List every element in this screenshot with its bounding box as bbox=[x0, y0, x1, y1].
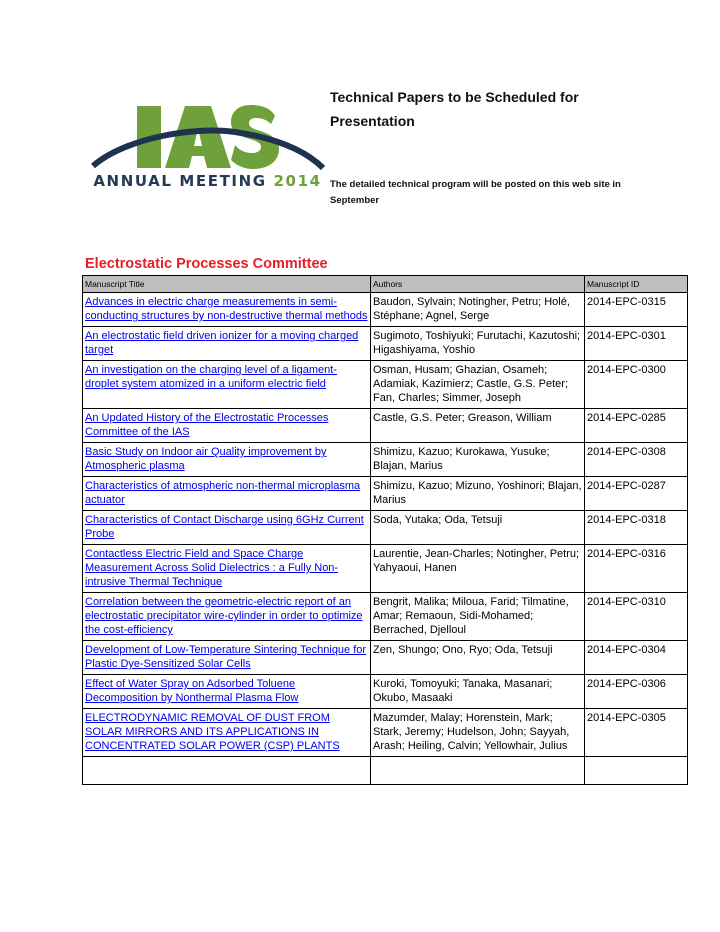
paper-title-link[interactable]: Contactless Electric Field and Space Charge Measurement Across Solid Dielectrics : a Fully Non-intrusive Thermal Technique bbox=[85, 548, 339, 588]
paper-title-link[interactable]: An electrostatic field driven ionizer for a moving charged target bbox=[85, 330, 359, 356]
paper-title-link[interactable]: Characteristics of Contact Discharge using 6GHz Current Probe bbox=[85, 514, 364, 540]
table-row bbox=[83, 709, 688, 757]
paper-title-cell bbox=[83, 443, 371, 477]
ias-logo bbox=[85, 88, 330, 198]
table-row bbox=[83, 511, 688, 545]
logo-wordmark bbox=[85, 172, 330, 190]
logo-annual-meeting: ANNUAL MEETING bbox=[93, 172, 267, 190]
paper-authors: Zen, Shungo; Ono, Ryo; Oda, Tetsuji bbox=[371, 641, 585, 675]
table-row bbox=[83, 293, 688, 327]
paper-title-cell bbox=[83, 709, 371, 757]
paper-title-link[interactable]: Basic Study on Indoor air Quality improvement by Atmospheric plasma bbox=[85, 446, 327, 472]
paper-id: 2014-EPC-0301 bbox=[585, 327, 688, 361]
paper-authors: Kuroki, Tomoyuki; Tanaka, Masanari; Okubo, Masaaki bbox=[371, 675, 585, 709]
table-row bbox=[83, 675, 688, 709]
paper-authors: Shimizu, Kazuo; Mizuno, Yoshinori; Blajan, Marius bbox=[371, 477, 585, 511]
table-row bbox=[83, 593, 688, 641]
paper-title-link[interactable]: An investigation on the charging level of a ligament-droplet system atomized in a uniform electric field bbox=[85, 364, 337, 390]
paper-id: 2014-EPC-0287 bbox=[585, 477, 688, 511]
paper-id: 2014-EPC-0315 bbox=[585, 293, 688, 327]
paper-id: 2014-EPC-0300 bbox=[585, 361, 688, 409]
column-header-authors: Authors bbox=[371, 276, 585, 293]
paper-authors: Shimizu, Kazuo; Kurokawa, Yusuke; Blajan, Marius bbox=[371, 443, 585, 477]
paper-authors: Sugimoto, Toshiyuki; Furutachi, Kazutoshi; Higashiyama, Yoshio bbox=[371, 327, 585, 361]
paper-title-link[interactable]: Advances in electric charge measurements in semi-conducting structures by non-destructive thermal methods bbox=[85, 296, 368, 322]
paper-title-cell bbox=[83, 409, 371, 443]
paper-title-cell bbox=[83, 675, 371, 709]
page-title: Technical Papers to be Scheduled for Presentation bbox=[330, 89, 579, 129]
empty-cell bbox=[585, 757, 688, 785]
program-note: The detailed technical program will be posted on this web site in September bbox=[330, 179, 621, 206]
papers-table bbox=[82, 275, 688, 785]
column-header-id: Manuscript ID bbox=[585, 276, 688, 293]
paper-title-cell bbox=[83, 361, 371, 409]
paper-title-cell bbox=[83, 477, 371, 511]
paper-title-link[interactable]: Characteristics of atmospheric non-thermal microplasma actuator bbox=[85, 480, 361, 506]
table-row bbox=[83, 443, 688, 477]
paper-id: 2014-EPC-0285 bbox=[585, 409, 688, 443]
empty-cell bbox=[371, 757, 585, 785]
paper-id: 2014-EPC-0316 bbox=[585, 545, 688, 593]
empty-cell bbox=[83, 757, 371, 785]
logo-year: 2014 bbox=[273, 172, 322, 190]
paper-title-cell bbox=[83, 545, 371, 593]
paper-authors: Bengrit, Malika; Miloua, Farid; Tilmatine, Amar; Remaoun, Sidi-Mohamed; Berrached, Djelloul bbox=[371, 593, 585, 641]
paper-id: 2014-EPC-0306 bbox=[585, 675, 688, 709]
paper-id: 2014-EPC-0318 bbox=[585, 511, 688, 545]
paper-id: 2014-EPC-0308 bbox=[585, 443, 688, 477]
table-row bbox=[83, 327, 688, 361]
paper-authors: Laurentie, Jean-Charles; Notingher, Petru; Yahyaoui, Hanen bbox=[371, 545, 585, 593]
paper-title-cell bbox=[83, 327, 371, 361]
paper-title-link[interactable]: Correlation between the geometric-electric report of an electrostatic precipitator wire-cylinder in order to optimize the cost-efficiency bbox=[85, 596, 363, 636]
paper-title-link[interactable]: An Updated History of the Electrostatic Processes Committee of the IAS bbox=[85, 412, 329, 438]
paper-title-link[interactable]: Effect of Water Spray on Adsorbed Toluene Decomposition by Nonthermal Plasma Flow bbox=[85, 678, 299, 704]
table-empty-row bbox=[83, 757, 688, 785]
paper-authors: Soda, Yutaka; Oda, Tetsuji bbox=[371, 511, 585, 545]
paper-title-cell bbox=[83, 641, 371, 675]
table-header-row bbox=[83, 276, 688, 293]
paper-title-cell bbox=[83, 293, 371, 327]
table-row bbox=[83, 409, 688, 443]
table-row bbox=[83, 361, 688, 409]
paper-title-link[interactable]: ELECTRODYNAMIC REMOVAL OF DUST FROM SOLAR MIRRORS AND ITS APPLICATIONS IN CONCENTRATED SOLAR POWER (CSP) PLANTS bbox=[85, 712, 340, 752]
column-header-title: Manuscript Title bbox=[83, 276, 371, 293]
committee-heading: Electrostatic Processes Committee bbox=[85, 256, 328, 272]
paper-authors: Osman, Husam; Ghazian, Osameh; Adamiak, Kazimierz; Castle, G.S. Peter; Fan, Charles; Simmer, Joseph bbox=[371, 361, 585, 409]
ias-logo-graphic bbox=[85, 88, 330, 170]
paper-title-cell bbox=[83, 511, 371, 545]
paper-id: 2014-EPC-0304 bbox=[585, 641, 688, 675]
paper-id: 2014-EPC-0305 bbox=[585, 709, 688, 757]
table-row bbox=[83, 641, 688, 675]
paper-title-link[interactable]: Development of Low-Temperature Sintering Technique for Plastic Dye-Sensitized Solar Cells bbox=[85, 644, 367, 670]
paper-id: 2014-EPC-0310 bbox=[585, 593, 688, 641]
paper-title-cell bbox=[83, 593, 371, 641]
paper-authors: Castle, G.S. Peter; Greason, William bbox=[371, 409, 585, 443]
paper-authors: Mazumder, Malay; Horenstein, Mark; Stark, Jeremy; Hudelson, John; Sayyah, Arash; Heiling, Calvin; Yellowhair, Julius bbox=[371, 709, 585, 757]
table-row bbox=[83, 545, 688, 593]
table-row bbox=[83, 477, 688, 511]
paper-authors: Baudon, Sylvain; Notingher, Petru; Holé, Stéphane; Agnel, Serge bbox=[371, 293, 585, 327]
